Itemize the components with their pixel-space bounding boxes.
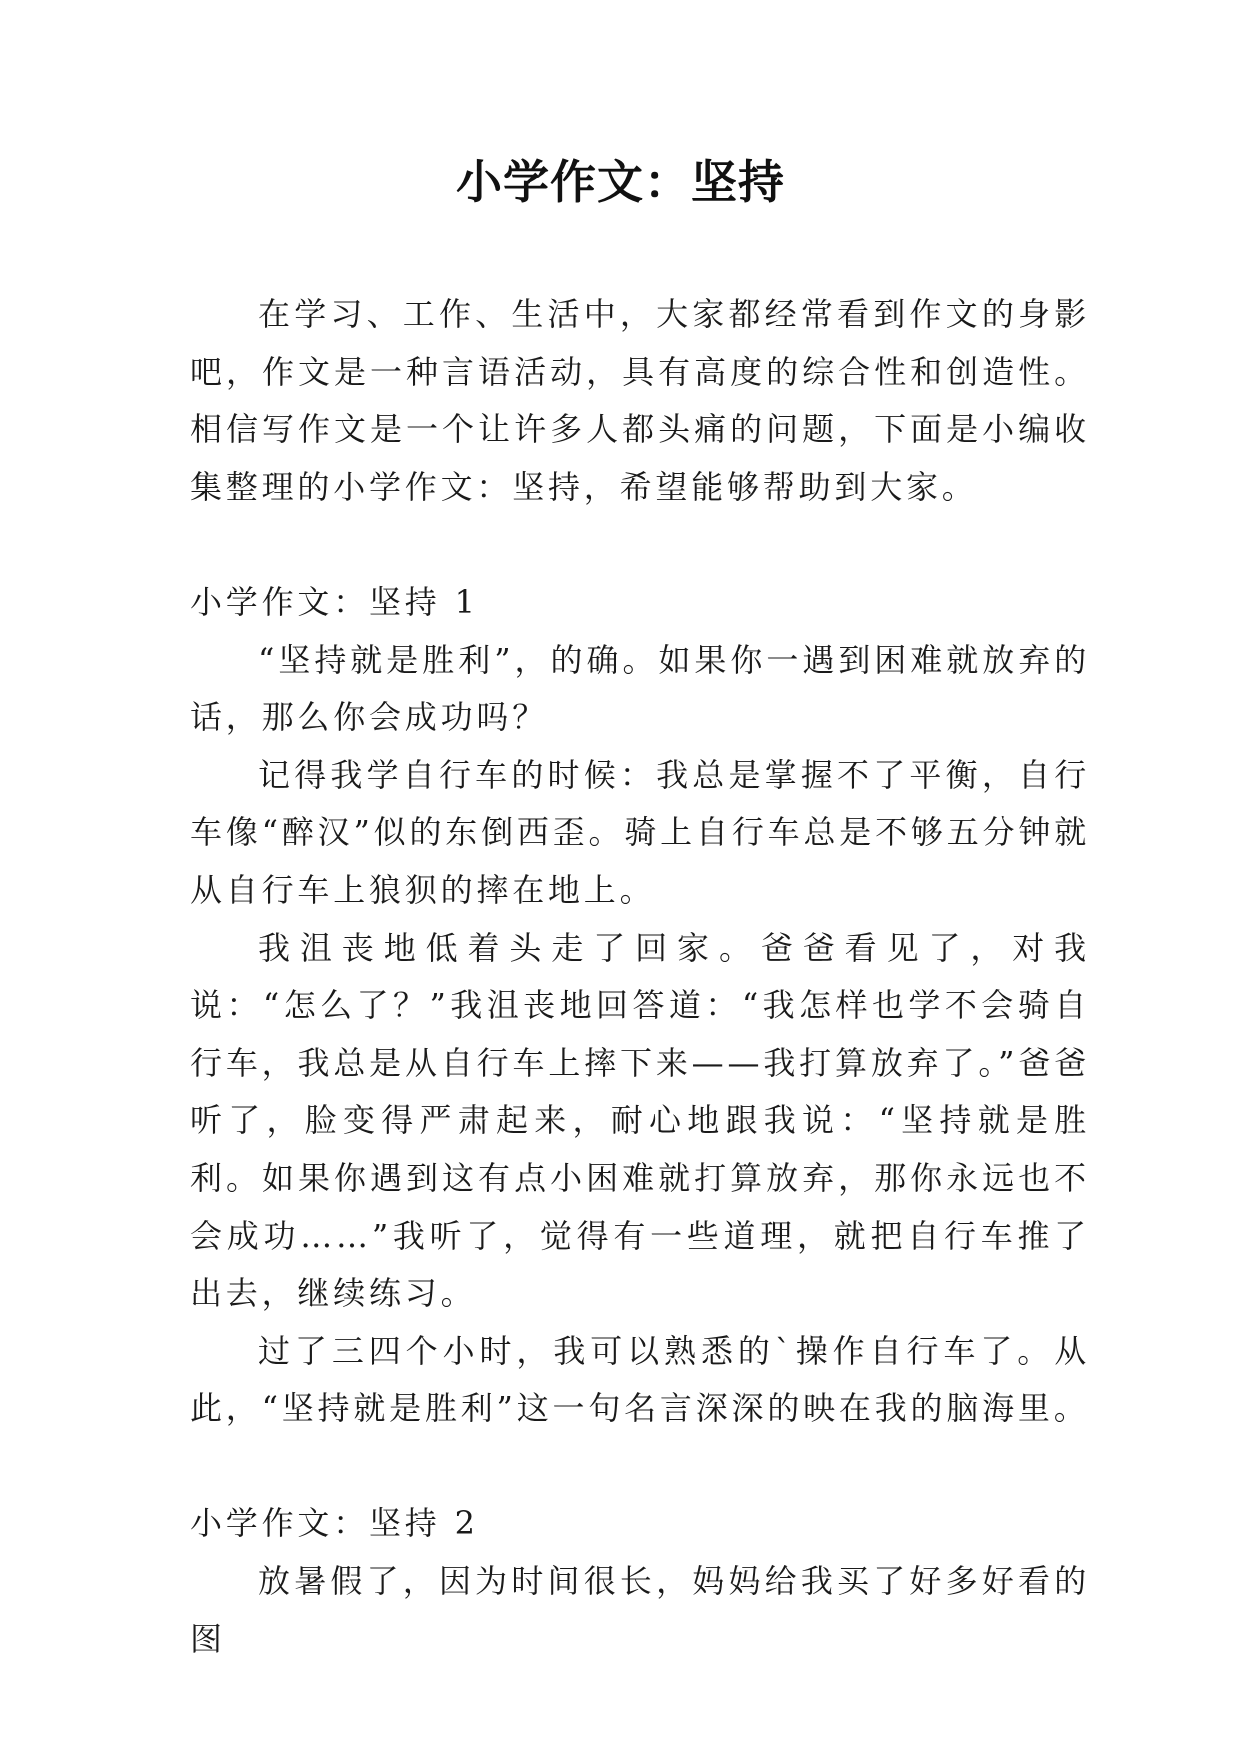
page-title: 小学作文：坚持 [456,155,785,209]
document-body [190,286,1090,1668]
section-heading: 小学作文：坚持 2 [190,1504,479,1543]
section-paragraph: “坚持就是胜利”，的确。如果你一遇到困难就放弃的话，那么你会成功吗？ [190,640,1090,737]
intro-paragraph: 在学习、工作、生活中，大家都经常看到作文的身影吧，作文是一种言语活动，具有高度的综合性和创造性。相信写作文是一个让许多人都头痛的问题，下面是小编收集整理的小学作文：坚持，希望能够帮助到大家。 [190,295,1090,506]
section-gap [190,516,1090,574]
section-paragraph: 记得我学自行车的时候：我总是掌握不了平衡，自行车像“醉汉”似的东倒西歪。骑上自行车总是不够五分钟就从自行车上狼狈的摔在地上。 [190,755,1090,909]
section-paragraph: 过了三四个小时，我可以熟悉的`操作自行车了。从此，“坚持就是胜利”这一句名言深深的映在我的脑海里。 [190,1331,1090,1428]
section-heading: 小学作文：坚持 1 [190,582,479,621]
section-paragraph: 放暑假了，因为时间很长，妈妈给我买了好多好看的图 [190,1562,1090,1658]
section-gap [190,1438,1090,1496]
section-paragraph: 我沮丧地低着头走了回家。爸爸看见了，对我说：“怎么了？”我沮丧地回答道：“我怎样也学不会骑自行车，我总是从自行车上摔下来——我打算放弃了。”爸爸听了，脸变得严肃起来，耐心地跟我说：“坚持就是胜利。如果你遇到这有点小困难就打算放弃，那你永远也不会成功……”我听了，觉得有一些道理，就把自行车推了出去，继续练习。 [190,928,1090,1313]
